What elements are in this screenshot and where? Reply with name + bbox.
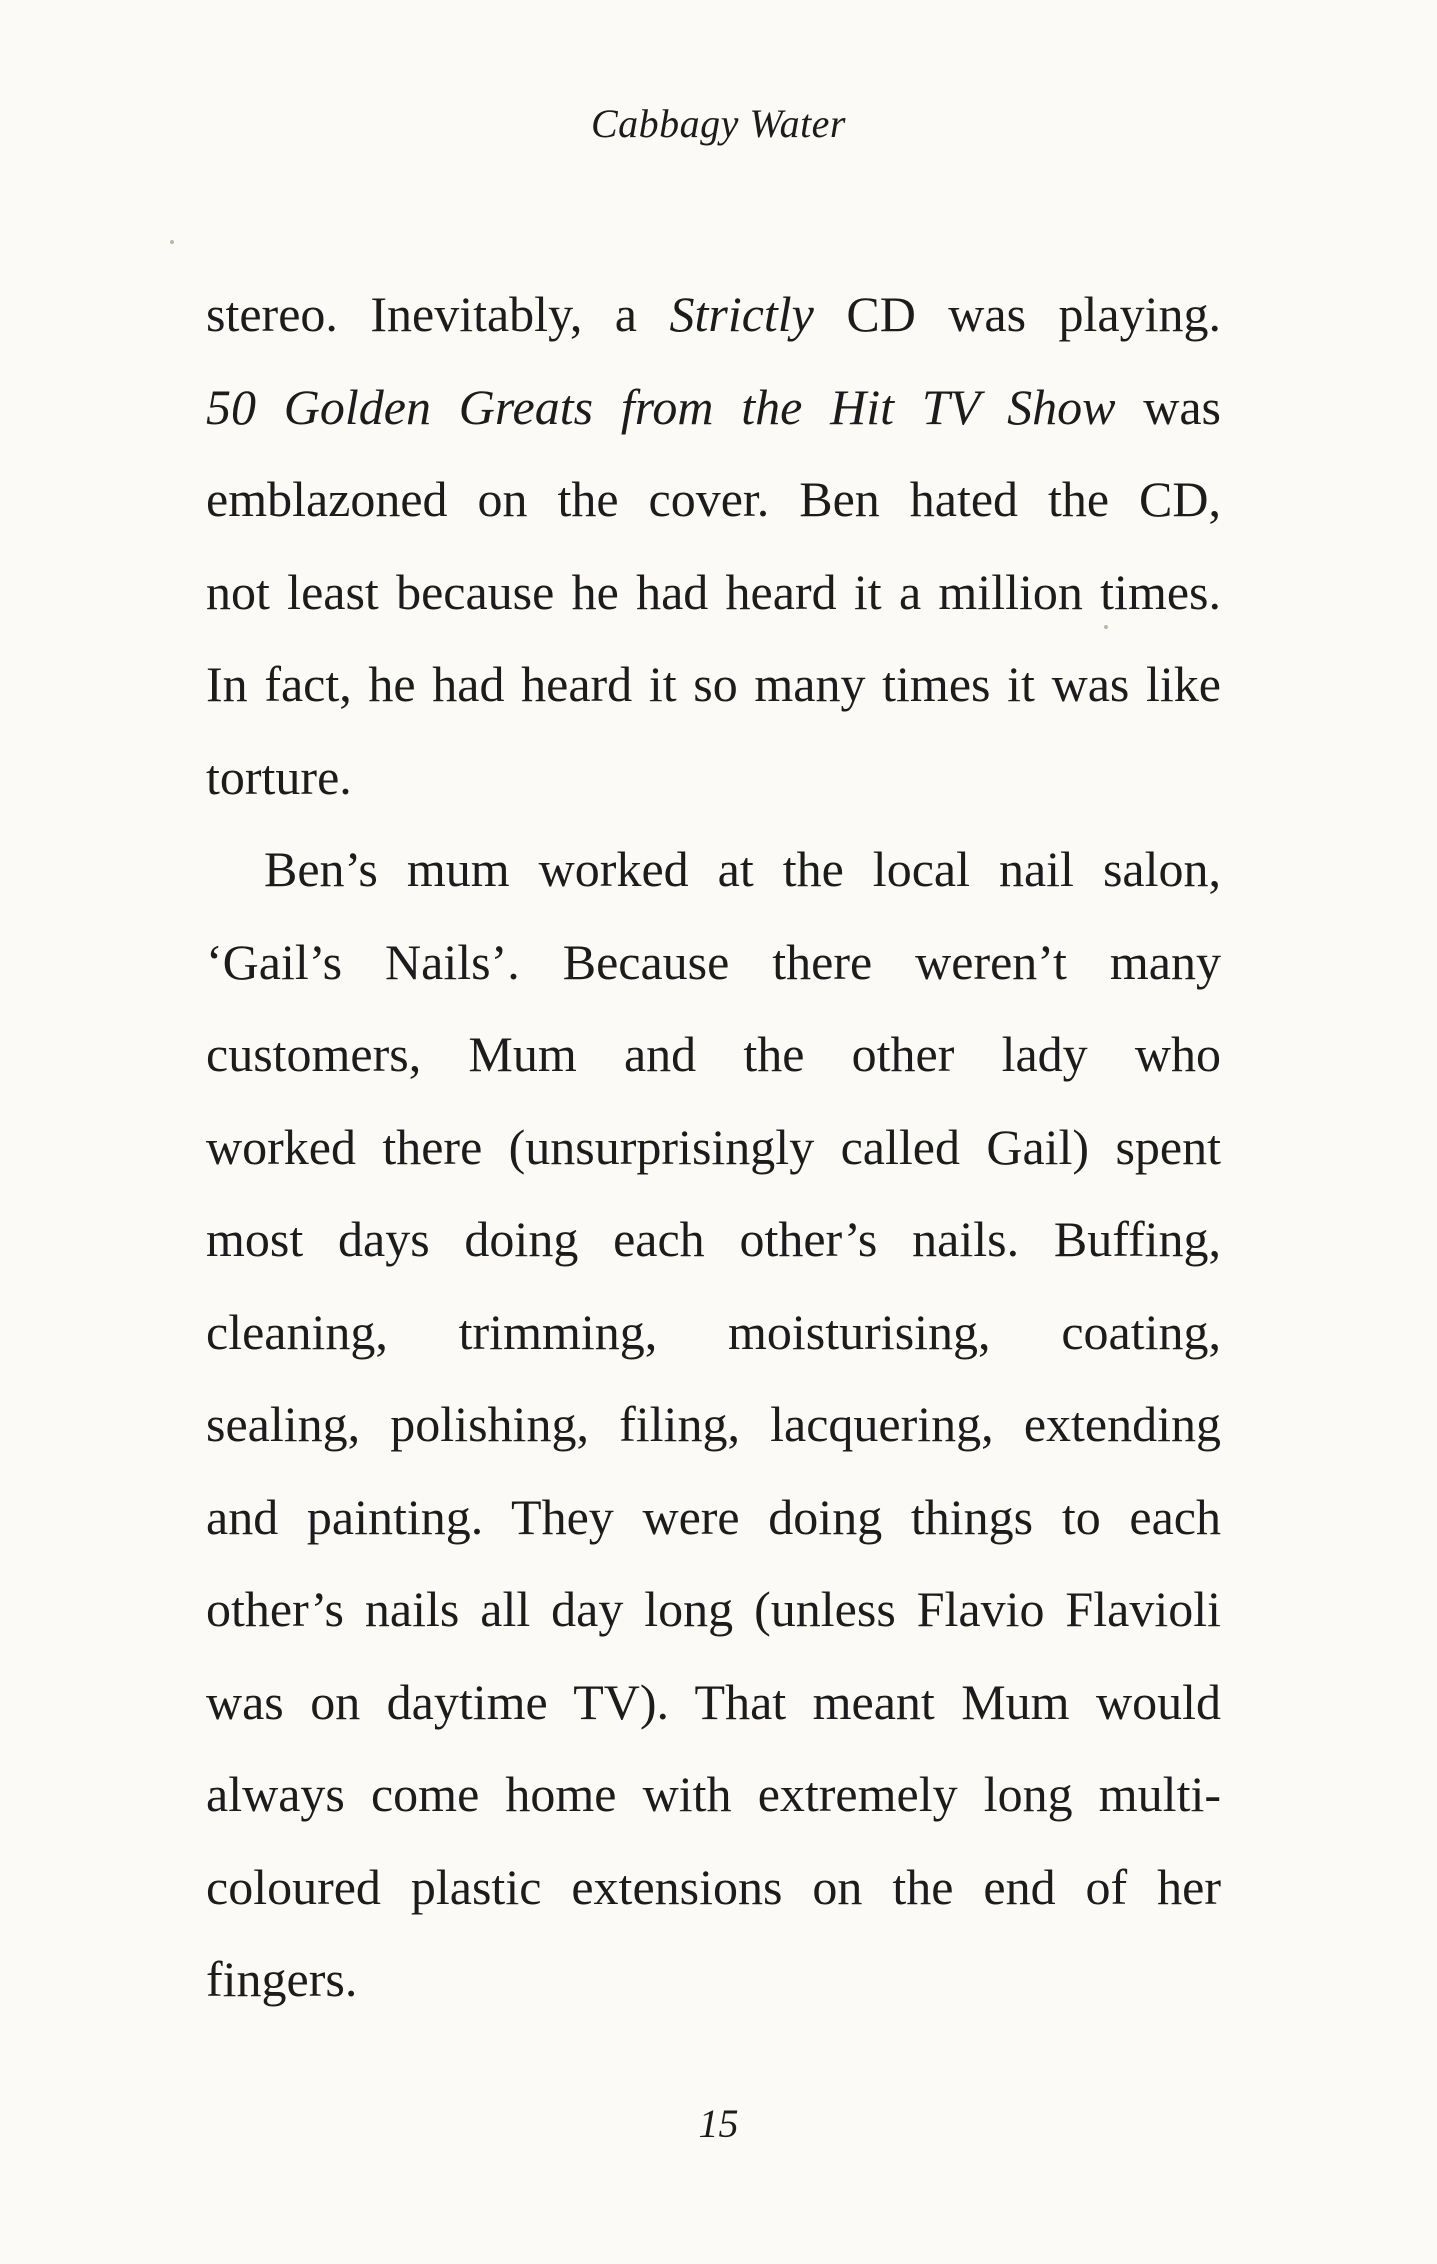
text-line: In fact, he had heard it so many times it was like: [206, 656, 1221, 712]
scan-speck: [1104, 625, 1108, 629]
text-line: sealing, polishing, filing, lacquering, extending: [206, 1396, 1221, 1452]
text-line: customers, Mum and the other lady who: [206, 1026, 1221, 1082]
text-line: [206, 361, 1221, 454]
text-run: CD was playing.: [813, 286, 1221, 342]
text-line: and painting. They were doing things to each: [206, 1488, 1221, 1545]
italic-title: 50 Golden Greats from the Hit TV Show: [206, 378, 1116, 435]
text-line: worked there (unsurprisingly called Gail) spent: [206, 1118, 1221, 1175]
text-line: torture.: [206, 748, 352, 805]
text-line: cleaning, trimming, moisturising, coating,: [206, 1303, 1221, 1360]
text-line: other’s nails all day long (unless Flavio Flavioli: [206, 1581, 1221, 1637]
running-head: Cabbagy Water: [590, 101, 846, 146]
text-line: ‘Gail’s Nails’. Because there weren’t many: [206, 933, 1221, 990]
text-line: [206, 268, 1221, 361]
text-run: stereo. Inevitably, a: [206, 286, 670, 342]
text-line: Ben’s mum worked at the local nail salon,: [264, 841, 1221, 897]
text-line: most days doing each other’s nails. Buffing,: [206, 1211, 1221, 1267]
text-line: emblazoned on the cover. Ben hated the CD,: [206, 471, 1221, 527]
text-run: was: [1115, 378, 1221, 435]
text-line: not least because he had heard it a million times.: [206, 563, 1221, 620]
text-line: coloured plastic extensions on the end of her: [206, 1858, 1221, 1915]
text-line: was on daytime TV). That meant Mum would: [206, 1673, 1221, 1730]
scan-speck: [170, 240, 174, 244]
text-line: always come home with extremely long multi-: [206, 1766, 1221, 1822]
body-text: [206, 268, 1221, 2026]
page-number: 15: [698, 2101, 739, 2146]
italic-title: Strictly: [669, 286, 814, 342]
text-line: fingers.: [206, 1951, 358, 2007]
